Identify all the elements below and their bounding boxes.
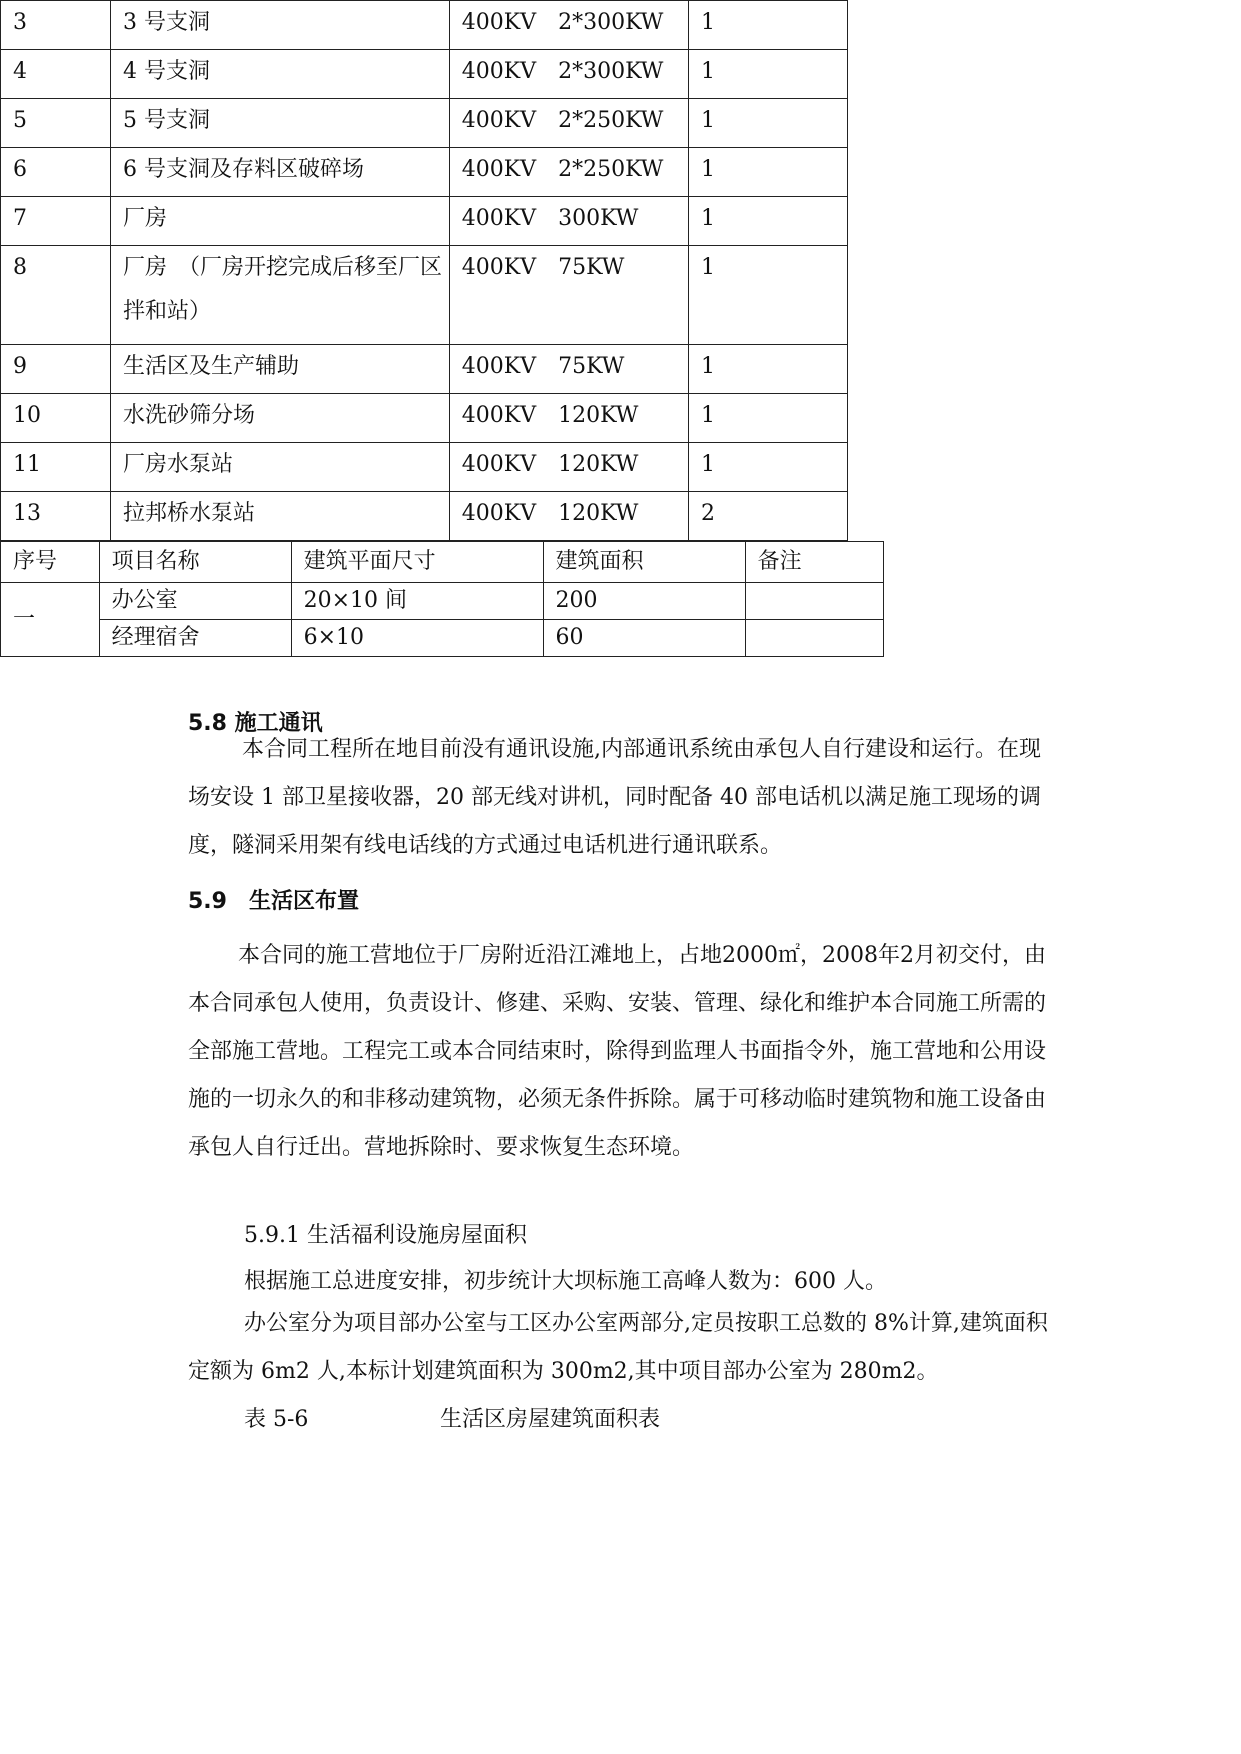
cell-no: 7 — [1, 197, 111, 246]
table-row — [1, 492, 848, 541]
cell-no: 10 — [1, 394, 111, 443]
cell: 经理宿舍 — [99, 620, 291, 657]
section-5-8-paragraph: 本合同工程所在地目前没有通讯设施,内部通讯系统由承包人自行建设和运行。在现场安设 1 部卫星接收器，20 部无线对讲机，同时配备 40 部电话机以满足施工现场的调度，隧洞采用架有线电话线的方式通过电话机进行通讯联系。 — [188, 737, 1041, 858]
table-row — [1, 148, 848, 197]
cell-qty: 1 — [688, 394, 847, 443]
cell: 办公室 — [99, 583, 291, 620]
cell-spec: 400KV 300KW — [449, 197, 688, 246]
table-row — [1, 246, 848, 345]
cell-no: 3 — [1, 1, 111, 50]
cell-name: 6 号支洞及存料区破碎场 — [110, 148, 449, 197]
cell-name: 厂房 — [110, 197, 449, 246]
cell-qty: 1 — [688, 345, 847, 394]
table-header-row — [1, 542, 884, 583]
cell-name: 3 号支洞 — [110, 1, 449, 50]
cell-name: 厂房 （厂房开挖完成后移至厂区拌和站） — [110, 246, 449, 345]
header-cell: 序号 — [1, 542, 100, 583]
header-cell: 建筑平面尺寸 — [291, 542, 543, 583]
cell-no: 6 — [1, 148, 111, 197]
cell: 6×10 — [291, 620, 543, 657]
table-row — [1, 50, 848, 99]
cell-spec: 400KV 120KW — [449, 443, 688, 492]
table-caption-number: 表 5-6 — [244, 1407, 309, 1432]
header-cell: 备注 — [745, 542, 883, 583]
cell-qty: 1 — [688, 1, 847, 50]
cell-name: 拉邦桥水泵站 — [110, 492, 449, 541]
cell: 200 — [543, 583, 745, 620]
cell-qty: 1 — [688, 99, 847, 148]
cell-spec: 400KV 2*250KW — [449, 99, 688, 148]
table-row — [1, 99, 848, 148]
cell-no: 11 — [1, 443, 111, 492]
cell-no: 13 — [1, 492, 111, 541]
peak-headcount-paragraph: 根据施工总进度安排，初步统计大坝标施工高峰人数为：600 人。 — [244, 1269, 887, 1294]
power-equipment-table — [0, 0, 848, 541]
cell-name: 水洗砂筛分场 — [110, 394, 449, 443]
table-row — [1, 1, 848, 50]
cell-spec: 400KV 2*300KW — [449, 1, 688, 50]
cell-no: 8 — [1, 246, 111, 345]
cell-qty: 1 — [688, 197, 847, 246]
cell-no: 5 — [1, 99, 111, 148]
cell-no: 9 — [1, 345, 111, 394]
table-row — [1, 583, 884, 620]
cell: 60 — [543, 620, 745, 657]
cell-qty: 1 — [688, 148, 847, 197]
table-row — [1, 345, 848, 394]
table-caption-title: 生活区房屋建筑面积表 — [440, 1407, 661, 1432]
table-row — [1, 197, 848, 246]
table-row — [1, 394, 848, 443]
cell-spec: 400KV 120KW — [449, 394, 688, 443]
section-5-9-heading: 5.9 生活区布置 — [188, 889, 359, 914]
cell: 20×10 间 — [291, 583, 543, 620]
section-5-8-heading: 5.8 施工通讯 — [188, 711, 323, 736]
office-area-paragraph: 办公室分为项目部办公室与工区办公室两部分,定员按职工总数的 8%计算,建筑面积定额为 6m2 人,本标计划建筑面积为 300m2,其中项目部办公室为 280m2。 — [188, 1311, 1048, 1384]
cell-name: 4 号支洞 — [110, 50, 449, 99]
header-cell: 建筑面积 — [543, 542, 745, 583]
cell-qty: 1 — [688, 443, 847, 492]
table-row — [1, 620, 884, 657]
cell-name: 生活区及生产辅助 — [110, 345, 449, 394]
cell-spec: 400KV 120KW — [449, 492, 688, 541]
header-cell: 项目名称 — [99, 542, 291, 583]
cell-spec: 400KV 75KW — [449, 246, 688, 345]
cell-spec: 400KV 2*300KW — [449, 50, 688, 99]
cell-qty: 2 — [688, 492, 847, 541]
living-area-building-table — [0, 541, 884, 657]
cell-spec: 400KV 2*250KW — [449, 148, 688, 197]
subsection-5-9-1: 5.9.1 生活福利设施房屋面积 — [244, 1223, 527, 1248]
cell-qty: 1 — [688, 246, 847, 345]
cell-spec: 400KV 75KW — [449, 345, 688, 394]
cell-qty: 1 — [688, 50, 847, 99]
cell — [745, 620, 883, 657]
section-5-9-paragraph: 本合同的施工营地位于厂房附近沿江滩地上，占地2000㎡，2008年2月初交付，由本合同承包人使用，负责设计、修建、采购、安装、管理、绿化和维护本合同施工所需的全部施工营地。工程完工或本合同结束时，除得到监理人书面指令外，施工营地和公用设施的一切永久的和非移动建筑物，必须无条件拆除。属于可移动临时建筑物和施工设备由承包人自行迁出。营地拆除时、要求恢复生态环境。 — [188, 943, 1047, 1160]
cell-no: 4 — [1, 50, 111, 99]
group-number-cell: 一 — [1, 583, 100, 657]
table-row — [1, 443, 848, 492]
cell-name: 厂房水泵站 — [110, 443, 449, 492]
cell-name: 5 号支洞 — [110, 99, 449, 148]
cell — [745, 583, 883, 620]
